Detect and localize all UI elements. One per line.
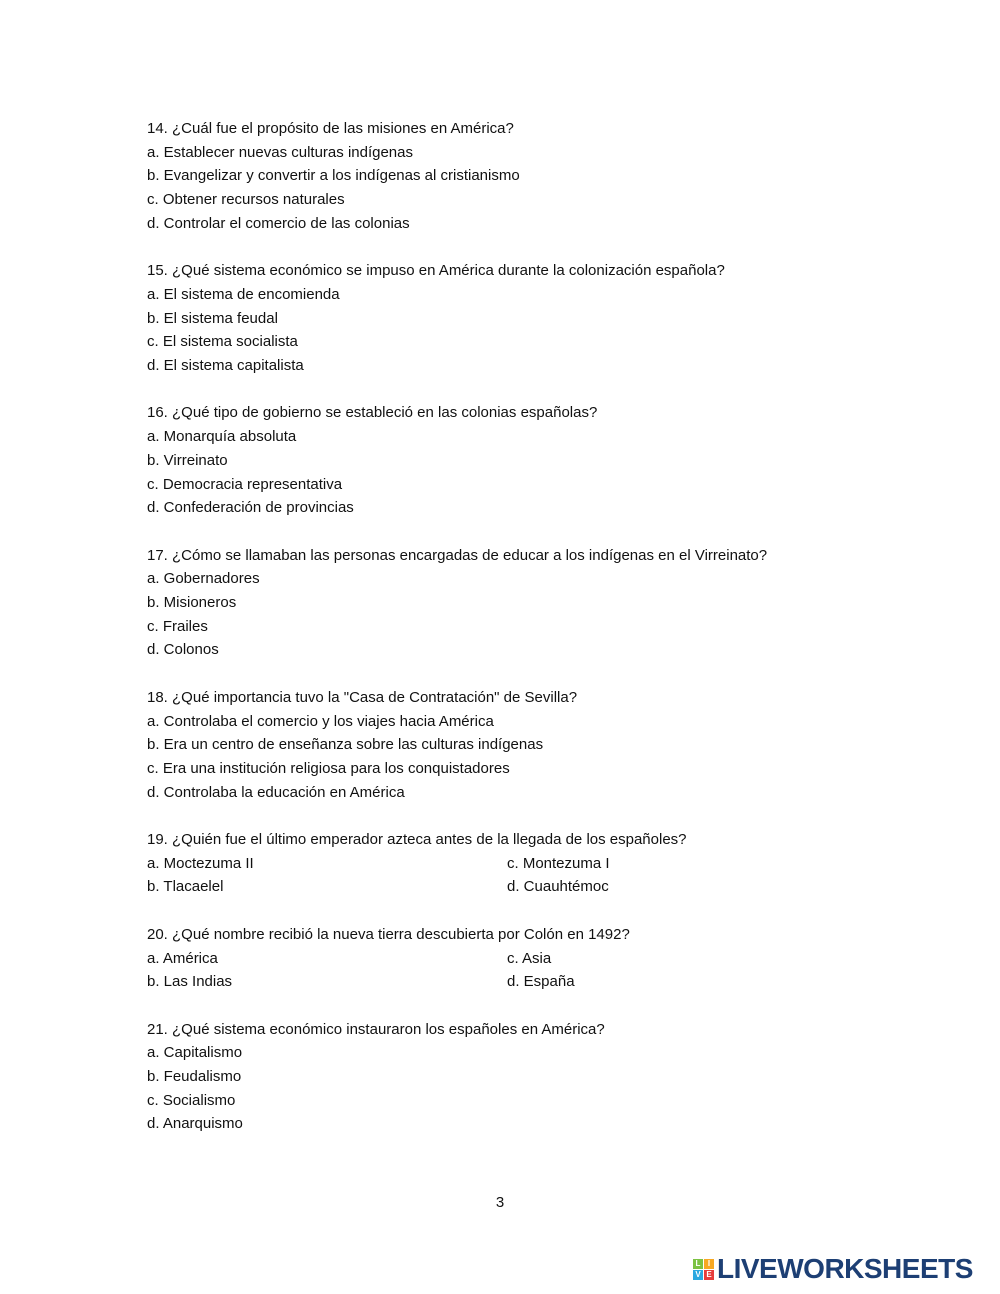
- question-block: [147, 259, 867, 378]
- answer-option[interactable]: d. Cuauhtémoc: [507, 878, 609, 896]
- liveworksheets-logo: [693, 1253, 973, 1284]
- options-row: [147, 970, 867, 994]
- question-block: [147, 117, 867, 236]
- question-text: 18. ¿Qué importancia tuvo la "Casa de Contratación" de Sevilla?: [147, 688, 578, 706]
- question-text: 14. ¿Cuál fue el propósito de las misiones en América?: [147, 120, 514, 137]
- logo-text: LIVEWORKSHEETS: [717, 1253, 973, 1284]
- question-text: 21. ¿Qué sistema económico instauraron los españoles en América?: [147, 1020, 605, 1038]
- answer-option[interactable]: d. Colonos: [147, 641, 219, 659]
- question-block: [147, 1018, 867, 1137]
- answer-option[interactable]: d. España: [507, 973, 575, 991]
- question-text: 20. ¿Qué nombre recibió la nueva tierra descubierta por Colón en 1492?: [147, 925, 630, 943]
- answer-option[interactable]: b. Virreinato: [147, 451, 228, 469]
- answer-option[interactable]: b. El sistema feudal: [147, 309, 278, 327]
- question-block: [147, 401, 867, 520]
- question-block: [147, 828, 867, 899]
- options-row: [147, 875, 867, 899]
- question-text: 16. ¿Qué tipo de gobierno se estableció en las colonias españolas?: [147, 404, 598, 422]
- answer-option[interactable]: c. Montezuma I: [507, 854, 610, 872]
- answer-option[interactable]: a. América: [147, 949, 218, 967]
- answer-option[interactable]: a. Gobernadores: [147, 570, 260, 588]
- answer-option[interactable]: b. Las Indias: [147, 973, 233, 991]
- answer-option[interactable]: b. Misioneros: [147, 594, 237, 612]
- answer-option[interactable]: b. Tlacaelel: [147, 878, 224, 896]
- answer-option[interactable]: a. Capitalismo: [147, 1044, 243, 1062]
- answer-option[interactable]: d. Anarquismo: [147, 1115, 243, 1133]
- answer-option[interactable]: a. Controlaba el comercio y los viajes hacia América: [147, 712, 494, 730]
- answer-option[interactable]: c. Frailes: [147, 617, 208, 635]
- answer-option[interactable]: c. Obtener recursos naturales: [147, 191, 345, 209]
- answer-option[interactable]: c. El sistema socialista: [147, 333, 298, 351]
- question-block: [147, 686, 867, 805]
- logo-tiles-icon: [693, 1259, 714, 1280]
- options-row: [147, 947, 867, 971]
- answer-option[interactable]: b. Era un centro de enseñanza sobre las culturas indígenas: [147, 736, 544, 754]
- logo-tile: I: [704, 1259, 714, 1269]
- answer-option[interactable]: a. Monarquía absoluta: [147, 428, 297, 446]
- question-text: 19. ¿Quién fue el último emperador azteca antes de la llegada de los españoles?: [147, 831, 687, 849]
- answer-option[interactable]: d. El sistema capitalista: [147, 357, 304, 375]
- answer-option[interactable]: c. Asia: [507, 949, 552, 967]
- answer-option[interactable]: a. Moctezuma II: [147, 854, 254, 872]
- answer-option[interactable]: c. Democracia representativa: [147, 475, 343, 493]
- logo-tile: V: [693, 1270, 703, 1280]
- question-block: [147, 544, 867, 663]
- answer-option[interactable]: a. El sistema de encomienda: [147, 285, 340, 303]
- answer-option[interactable]: b. Feudalismo: [147, 1068, 242, 1086]
- answer-option[interactable]: d. Controlar el comercio de las colonias: [147, 214, 410, 232]
- question-text: 17. ¿Cómo se llamaban las personas encargadas de educar a los indígenas en el Virreinato?: [147, 546, 768, 564]
- options-row: [147, 852, 867, 876]
- answer-option[interactable]: d. Confederación de provincias: [147, 499, 354, 517]
- answer-option[interactable]: d. Controlaba la educación en América: [147, 783, 405, 801]
- answer-option[interactable]: c. Era una institución religiosa para los conquistadores: [147, 759, 510, 777]
- question-block: [147, 923, 867, 994]
- answer-option[interactable]: a. Establecer nuevas culturas indígenas: [147, 143, 413, 161]
- page-number: 3: [495, 1194, 505, 1211]
- logo-tile: L: [693, 1259, 703, 1269]
- answer-option[interactable]: c. Socialismo: [147, 1091, 236, 1109]
- answer-option[interactable]: b. Evangelizar y convertir a los indígenas al cristianismo: [147, 167, 520, 185]
- logo-tile: E: [704, 1270, 714, 1280]
- question-text: 15. ¿Qué sistema económico se impuso en América durante la colonización española?: [147, 262, 725, 280]
- worksheet-content: [147, 117, 867, 1160]
